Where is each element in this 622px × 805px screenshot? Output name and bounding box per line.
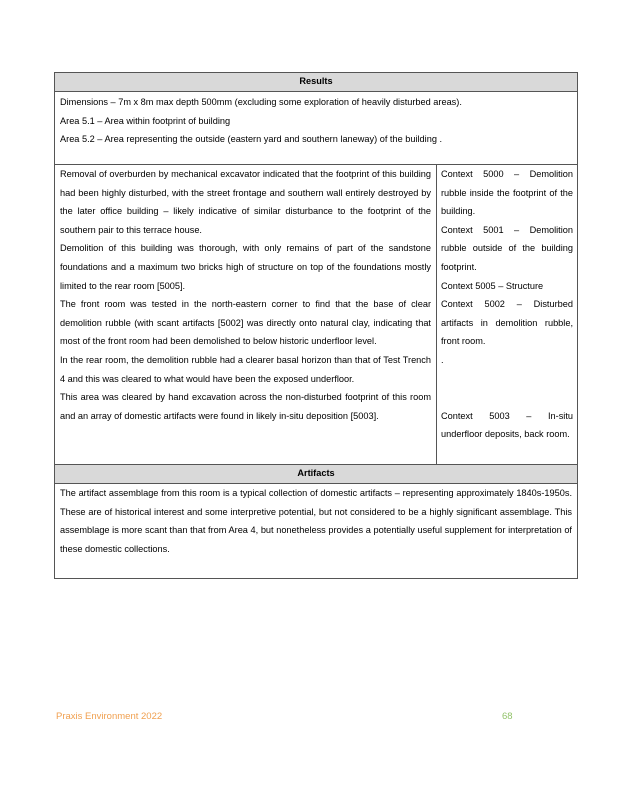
footer-company: Praxis Environment 2022 xyxy=(56,711,163,722)
area-5-1-text: Area 5.1 – Area within footprint of building xyxy=(60,115,231,126)
results-header: Results xyxy=(55,73,577,92)
narrative-paragraph: Demolition of this building was thorough, with only remains of part of the sandstone foundations and a maximum two bricks high of structure on top of the foundations mostly limited to the rear room [5005]. xyxy=(60,243,431,291)
area-5-2-text: Area 5.2 – Area representing the outside (eastern yard and southern laneway) of the building . xyxy=(60,134,443,145)
narrative-column xyxy=(55,165,437,464)
narrative-paragraph: This area was cleared by hand excavation across the non-disturbed footprint of this room and an array of domestic artifacts were found in likely in-situ deposition [5003]. xyxy=(60,392,431,421)
narrative-paragraph: In the rear room, the demolition rubble had a clearer basal horizon than that of Test Trench 4 and this was cleared to what would have been the exposed underfloor. xyxy=(60,354,431,384)
context-dot: . xyxy=(441,354,444,365)
context-5002: Context 5002 – Disturbed artifacts in demolition rubble, front room. xyxy=(441,299,573,347)
dimensions-text: Dimensions – 7m x 8m max depth 500mm (excluding some exploration of heavily disturbed areas). xyxy=(60,97,462,107)
context-5000: Context 5000 – Demolition rubble inside the footprint of the building. xyxy=(441,169,573,217)
footer-page-number: 68 xyxy=(502,711,513,722)
artifacts-header: Artifacts xyxy=(55,465,577,484)
narrative-paragraph: Removal of overburden by mechanical excavator indicated that the footprint of this building had been highly disturbed, with the street frontage and southern wall entirely destroyed by the later office building – likely indicative of similar disturbance to the footprint of the southern pair to this terrace house. xyxy=(60,169,431,235)
context-5001: Context 5001 – Demolition rubble outside of the building footprint. xyxy=(441,224,573,272)
artifacts-section xyxy=(55,484,577,578)
artifacts-text: The artifact assemblage from this room is a typical collection of domestic artifacts – representing approximately 1840s-1950s. These are of historical interest and some interpretive potential, but not considered to be a highly significant assemblage. This assemblage is more scant than that from Area 4, but nonetheless provides a potentially useful supplement for interpretation of these domestic collections. xyxy=(60,488,572,554)
results-table xyxy=(54,72,578,579)
results-summary xyxy=(55,92,577,165)
contexts-column xyxy=(437,165,577,464)
context-5005: Context 5005 – Structure xyxy=(441,280,544,291)
context-spacer xyxy=(441,370,573,407)
results-detail-row xyxy=(55,165,577,465)
context-5003: Context 5003 – In-situ underfloor deposits, back room. xyxy=(441,410,573,440)
narrative-paragraph: The front room was tested in the north-eastern corner to find that the base of clear demolition rubble (with scant artifacts [5002] was directly onto natural clay, indicating that most of the front room had been demolished to below historic underfloor level. xyxy=(60,299,431,347)
